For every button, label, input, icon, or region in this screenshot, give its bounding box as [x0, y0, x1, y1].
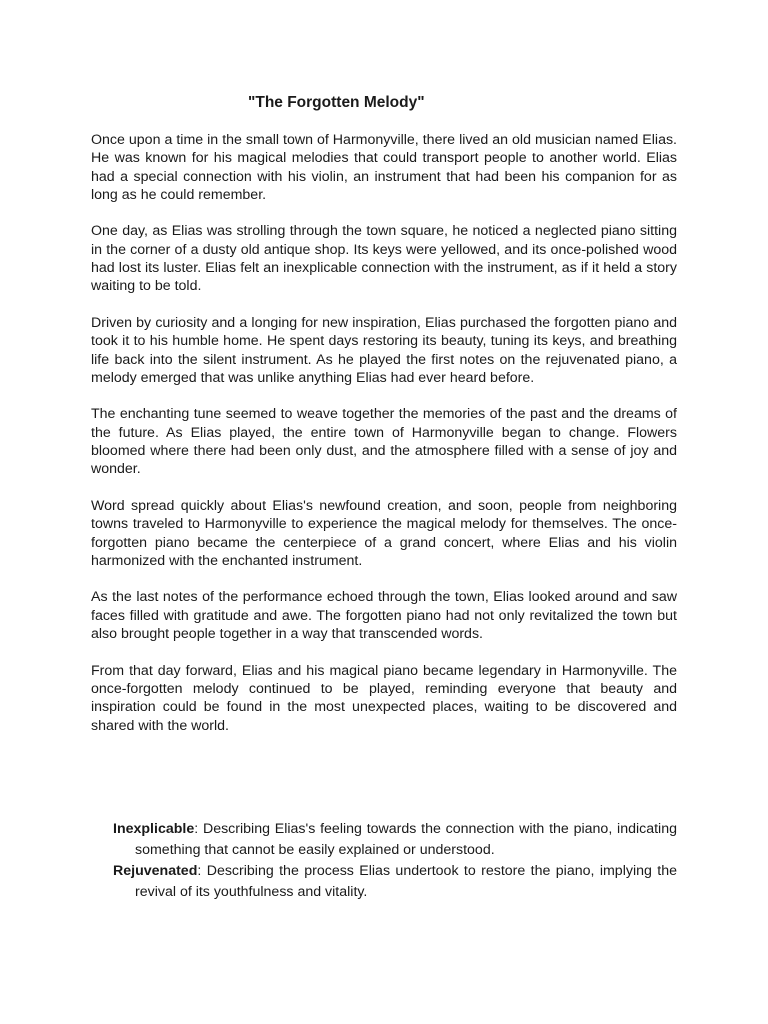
glossary-definition: : Describing the process Elias undertook to restore the piano, implying the revival of its youthfulness and vitality. — [135, 863, 677, 900]
glossary — [113, 819, 677, 903]
paragraph: From that day forward, Elias and his magical piano became legendary in Harmonyville. The once-forgotten melody continued to be played, reminding everyone that beauty and inspiration could be found in the most unexpected places, waiting to be discovered and shared with the world. — [91, 662, 677, 734]
glossary-item — [113, 819, 677, 861]
paragraph: Word spread quickly about Elias's newfound creation, and soon, people from neighboring towns traveled to Harmonyville to experience the magical melody for themselves. The once-forgotten piano became the centerpiece of a grand concert, where Elias and his violin harmonized with the enchanted instrument. — [91, 497, 677, 569]
glossary-term: Rejuvenated — [113, 863, 198, 879]
story-body — [91, 131, 677, 753]
glossary-item — [113, 861, 677, 903]
paragraph: The enchanting tune seemed to weave together the memories of the past and the dreams of the future. As Elias played, the entire town of Harmonyville began to change. Flowers bloomed where there had been only dust, and the atmosphere filled with a sense of joy and wonder. — [91, 406, 677, 478]
document-title: "The Forgotten Melody" — [248, 94, 425, 111]
paragraph: Driven by curiosity and a longing for new inspiration, Elias purchased the forgotten piano and took it to his humble home. He spent days restoring its beauty, tuning its keys, and breathing life back into the silent instrument. As he played the first notes on the rejuvenated piano, a melody emerged that was unlike anything Elias had ever heard before. — [91, 314, 677, 386]
paragraph: Once upon a time in the small town of Harmonyville, there lived an old musician named Elias. He was known for his magical melodies that could transport people to another world. Elias had a special connection with his violin, an instrument that had been his companion for as long as he could remember. — [91, 132, 677, 203]
paragraph: As the last notes of the performance echoed through the town, Elias looked around and saw faces filled with gratitude and awe. The forgotten piano had not only revitalized the town but also brought people together in a way that transcended words. — [91, 589, 677, 643]
glossary-definition: : Describing Elias's feeling towards the connection with the piano, indicating something that cannot be easily explained or understood. — [135, 821, 677, 858]
glossary-term: Inexplicable — [113, 821, 195, 837]
paragraph: One day, as Elias was strolling through the town square, he noticed a neglected piano sitting in the corner of a dusty old antique shop. Its keys were yellowed, and its once-polished wood had lost its luster. Elias felt an inexplicable connection with the instrument, as if it held a story waiting to be told. — [91, 223, 677, 295]
